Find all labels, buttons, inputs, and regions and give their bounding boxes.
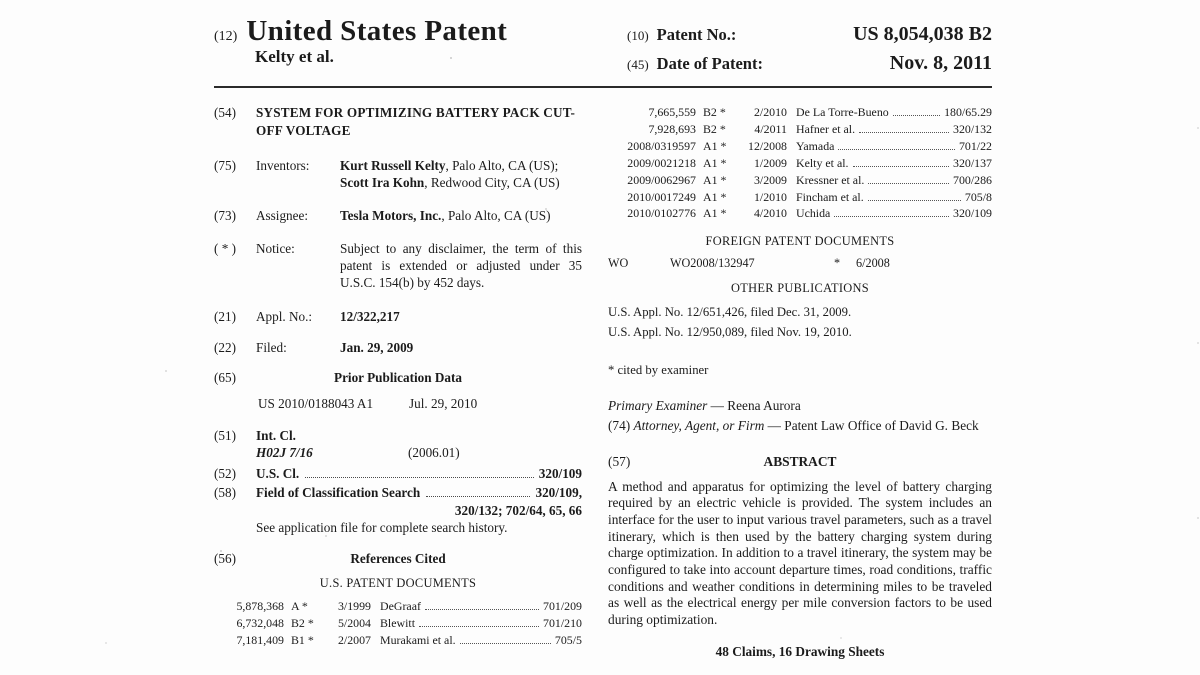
claims-footer: 48 Claims, 16 Drawing Sheets (715, 643, 885, 659)
assignee-value (340, 207, 582, 224)
field-num: (51) (214, 427, 236, 443)
inventor-name: Scott Ira Kohn (340, 174, 425, 190)
dotted-leader (425, 609, 539, 610)
cited-by-examiner-note: * cited by examiner (608, 362, 709, 377)
field-num: (75) (214, 157, 236, 173)
inventors-label: Inventors: (256, 157, 310, 173)
foreign-patent-documents-heading: FOREIGN PATENT DOCUMENTS (705, 234, 895, 249)
attorney-label: Attorney, Agent, or Firm (633, 417, 765, 433)
patent-no-label: Patent No.: (656, 25, 737, 44)
abstract-title: ABSTRACT (763, 453, 837, 469)
field-search-value1: 320/109, (535, 485, 582, 501)
publication-item: U.S. Appl. No. 12/651,426, filed Dec. 31, 2009. (608, 305, 852, 320)
assignee-label: Assignee: (256, 207, 309, 223)
notice-text: Subject to any disclaimer, the term of this patent is extended or adjusted under 35 U.S.C. 154(b) by 452 days. (340, 241, 582, 291)
citation-row: 5,878,368 A * 3/1999 DeGraaf 701/209 (236, 598, 582, 613)
field-num: (54) (214, 105, 236, 120)
citation-row: 2009/0021218 A1 * 1/2009 Kelty et al. 320/137 (627, 155, 992, 170)
right-column (608, 104, 992, 660)
invention-title: SYSTEM FOR OPTIMIZING BATTERY PACK CUT-OFF VOLTAGE (256, 105, 576, 138)
field-52-us-cl (214, 465, 582, 482)
publication-date: Jul. 29, 2010 (409, 395, 478, 411)
attorney-line (608, 416, 992, 436)
appl-no-label: Appl. No.: (256, 308, 313, 324)
publication-item: U.S. Appl. No. 12/950,089, filed Nov. 19, 2010. (608, 325, 852, 340)
attorney-name: — Patent Law Office of David G. Beck (764, 417, 979, 433)
foreign-citation-row (608, 256, 992, 271)
patent-date: Nov. 8, 2011 (889, 52, 992, 74)
inventor-location: , Palo Alto, CA (US); (445, 157, 559, 173)
notice-label: Notice: (256, 241, 295, 257)
citation-row: 2010/0102776 A1 * 4/2010 Uchida 320/109 (627, 206, 992, 221)
us-citations-right (608, 104, 992, 222)
citation-row: 7,928,693 B2 * 4/2011 Hafner et al. 320/132 (648, 121, 992, 136)
primary-examiner-label: Primary Examiner (608, 397, 708, 413)
field-num: (58) (214, 485, 236, 501)
filed-value: Jan. 29, 2009 (340, 339, 414, 355)
citation-row: 6,732,048 B2 * 5/2004 Blewitt 701/210 (236, 615, 582, 630)
field-58-classification-search (214, 484, 582, 535)
header-left (214, 16, 507, 67)
us-cl-value: 320/109 (538, 466, 582, 482)
field-num: (73) (214, 207, 236, 223)
inventors-value (340, 157, 582, 191)
primary-examiner-line (608, 396, 992, 416)
field-75-inventors (214, 157, 582, 191)
ins-code-45: (45) (627, 57, 649, 72)
field-notice (214, 240, 582, 291)
dotted-leader (893, 115, 940, 116)
field-num: (65) (214, 369, 236, 385)
field-search-label: Field of Classification Search (256, 485, 421, 501)
field-22-filed (214, 339, 582, 356)
abstract-heading (608, 454, 992, 470)
dotted-leader (834, 216, 949, 217)
field-num: (74) (608, 417, 631, 433)
date-of-patent-label: Date of Patent: (656, 54, 763, 73)
other-publications-list (608, 303, 992, 342)
patent-number-row (627, 20, 992, 49)
references-cited-title: References Cited (350, 550, 446, 566)
field-21-appl-no (214, 308, 582, 325)
patent-date-row (627, 49, 992, 78)
field-num: (52) (214, 466, 236, 482)
header-right (627, 20, 992, 78)
inventor-location: , Redwood City, CA (US) (424, 174, 560, 190)
citation-row: 2010/0017249 A1 * 1/2010 Fincham et al. 705/8 (627, 189, 992, 204)
ins-code-12: (12) (214, 29, 238, 44)
field-search-value2: 320/132; 702/64, 65, 66 (454, 502, 582, 518)
patent-header (214, 16, 992, 88)
page-title: United States Patent (246, 15, 508, 47)
abstract-text: A method and apparatus for optimizing the level of battery charging required by an electric vehicle is provided. The system includes an interface for the user to input various travel parameters, such as a travel itinerary, which is then used by the battery charging system during charge optimization. In addition to a travel itinerary, the system may be configured to take into account departure times, road conditions, traffic conditions and weather conditions in determining miles to be traveled as well as the electrical energy per mile conversion factors to be used during optimization. (608, 478, 992, 628)
prior-publication-entry (214, 396, 582, 412)
field-54-title (214, 104, 582, 140)
patent-authors: Kelty et al. (255, 47, 334, 67)
dotted-leader (838, 149, 955, 150)
dotted-leader (460, 643, 551, 644)
field-num: (21) (214, 308, 236, 324)
publication-number: US 2010/0188043 A1 (258, 395, 374, 411)
int-cl-code: H02J 7/16 (256, 445, 313, 461)
foreign-date: 6/2008 (856, 256, 890, 271)
dotted-leader (426, 496, 530, 497)
field-num: (22) (214, 339, 236, 355)
assignee-location: , Palo Alto, CA (US) (441, 207, 551, 223)
field-num: (57) (608, 453, 631, 469)
foreign-number: WO2008/132947 (670, 256, 755, 271)
patent-number: US 8,054,038 B2 (853, 23, 992, 45)
foreign-star: * (833, 256, 841, 271)
foreign-country: WO (608, 256, 629, 271)
other-publications-heading: OTHER PUBLICATIONS (731, 281, 869, 296)
appl-no-value: 12/322,217 (340, 308, 400, 324)
examiner-block (608, 396, 992, 436)
left-column (214, 104, 582, 660)
dotted-leader (868, 200, 961, 201)
field-num: ( * ) (214, 241, 236, 257)
us-patent-documents-heading: U.S. PATENT DOCUMENTS (319, 575, 477, 590)
field-73-assignee (214, 207, 582, 224)
inventor-name: Kurt Russell Kelty (340, 157, 446, 173)
us-cl-label: U.S. Cl. (256, 466, 300, 482)
dotted-leader (859, 132, 949, 133)
dotted-leader (305, 477, 534, 478)
prior-publication-title: Prior Publication Data (334, 369, 462, 385)
patent-front-page (214, 16, 992, 660)
citation-row: 7,181,409 B1 * 2/2007 Murakami et al. 705/5 (236, 632, 582, 647)
ins-code-10: (10) (627, 28, 649, 43)
dotted-leader (868, 183, 949, 184)
field-num: (56) (214, 550, 236, 566)
field-search-note: See application file for complete search history. (256, 519, 508, 535)
references-cited-heading (214, 551, 582, 567)
citation-row: 2008/0319597 A1 * 12/2008 Yamada 701/22 (627, 138, 992, 153)
us-citations-left (214, 598, 582, 649)
dotted-leader (419, 626, 539, 627)
filed-label: Filed: (256, 339, 287, 355)
assignee-name: Tesla Motors, Inc. (340, 207, 442, 223)
primary-examiner-name: — Reena Aurora (707, 397, 801, 413)
int-cl-version: (2006.01) (408, 445, 460, 461)
prior-publication-heading (214, 370, 582, 386)
dotted-leader (853, 166, 950, 167)
citation-row: 7,665,559 B2 * 2/2010 De La Torre-Bueno 180/65.29 (648, 105, 992, 119)
field-51-int-cl (214, 427, 582, 461)
int-cl-label: Int. Cl. (256, 427, 296, 443)
citation-row: 2009/0062967 A1 * 3/2009 Kressner et al. 700/286 (627, 172, 992, 187)
